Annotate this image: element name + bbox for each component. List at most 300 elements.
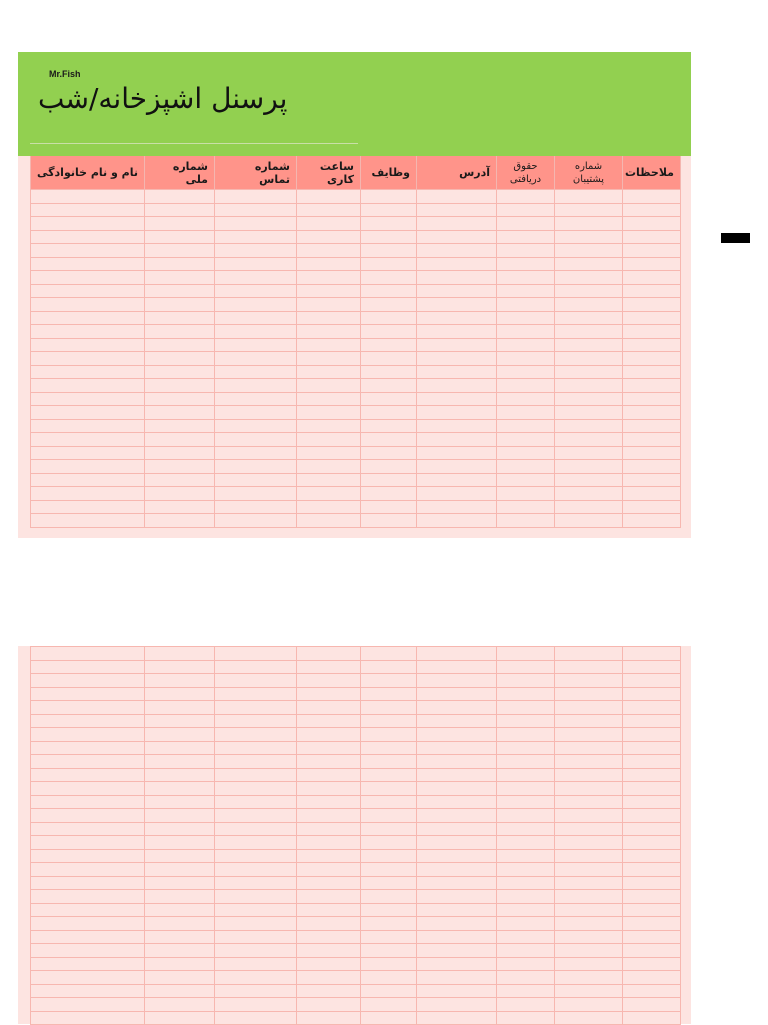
table-cell[interactable] (623, 514, 681, 528)
column-header-duties[interactable]: وظایف (361, 156, 417, 190)
table-cell[interactable] (31, 473, 145, 487)
column-header-contact-number[interactable]: شماره تماس (215, 156, 297, 190)
table-cell[interactable] (145, 917, 215, 931)
table-cell[interactable] (215, 917, 297, 931)
table-cell[interactable] (31, 406, 145, 420)
table-cell[interactable] (145, 392, 215, 406)
table-cell[interactable] (31, 257, 145, 271)
table-cell[interactable] (623, 782, 681, 796)
table-cell[interactable] (361, 795, 417, 809)
table-cell[interactable] (31, 755, 145, 769)
table-cell[interactable] (215, 460, 297, 474)
table-cell[interactable] (555, 419, 623, 433)
table-cell[interactable] (31, 311, 145, 325)
table-cell[interactable] (31, 352, 145, 366)
column-header-backup-number[interactable]: شماره پشتیبان (555, 156, 623, 190)
table-cell[interactable] (297, 971, 361, 985)
table-cell[interactable] (31, 284, 145, 298)
table-cell[interactable] (623, 419, 681, 433)
table-cell[interactable] (555, 836, 623, 850)
table-cell[interactable] (145, 984, 215, 998)
table-cell[interactable] (497, 271, 555, 285)
table-cell[interactable] (361, 379, 417, 393)
table-cell[interactable] (215, 836, 297, 850)
table-cell[interactable] (497, 984, 555, 998)
table-cell[interactable] (417, 674, 497, 688)
table-cell[interactable] (215, 311, 297, 325)
table-cell[interactable] (417, 660, 497, 674)
table-cell[interactable] (497, 957, 555, 971)
table-cell[interactable] (145, 365, 215, 379)
table-cell[interactable] (623, 971, 681, 985)
table-cell[interactable] (297, 647, 361, 661)
table-cell[interactable] (555, 190, 623, 204)
table-cell[interactable] (215, 647, 297, 661)
table-cell[interactable] (497, 230, 555, 244)
table-cell[interactable] (215, 849, 297, 863)
table-cell[interactable] (31, 392, 145, 406)
table-cell[interactable] (555, 984, 623, 998)
table-cell[interactable] (31, 687, 145, 701)
table-cell[interactable] (361, 876, 417, 890)
table-cell[interactable] (31, 190, 145, 204)
table-cell[interactable] (361, 325, 417, 339)
table-cell[interactable] (623, 660, 681, 674)
table-cell[interactable] (361, 230, 417, 244)
table-cell[interactable] (555, 325, 623, 339)
table-cell[interactable] (555, 392, 623, 406)
table-cell[interactable] (417, 890, 497, 904)
table-cell[interactable] (361, 365, 417, 379)
table-cell[interactable] (361, 203, 417, 217)
table-cell[interactable] (31, 365, 145, 379)
table-cell[interactable] (31, 433, 145, 447)
table-cell[interactable] (417, 782, 497, 796)
table-cell[interactable] (623, 311, 681, 325)
table-cell[interactable] (361, 755, 417, 769)
table-cell[interactable] (555, 701, 623, 715)
table-cell[interactable] (215, 392, 297, 406)
table-cell[interactable] (555, 352, 623, 366)
table-cell[interactable] (145, 433, 215, 447)
table-cell[interactable] (497, 446, 555, 460)
table-cell[interactable] (145, 325, 215, 339)
table-cell[interactable] (215, 406, 297, 420)
table-cell[interactable] (297, 419, 361, 433)
table-cell[interactable] (361, 460, 417, 474)
table-cell[interactable] (497, 406, 555, 420)
table-cell[interactable] (555, 433, 623, 447)
table-cell[interactable] (497, 473, 555, 487)
table-cell[interactable] (145, 244, 215, 258)
table-cell[interactable] (497, 487, 555, 501)
table-cell[interactable] (361, 836, 417, 850)
table-cell[interactable] (145, 687, 215, 701)
table-cell[interactable] (555, 446, 623, 460)
table-cell[interactable] (497, 836, 555, 850)
table-cell[interactable] (31, 325, 145, 339)
table-cell[interactable] (31, 338, 145, 352)
table-cell[interactable] (145, 379, 215, 393)
table-cell[interactable] (623, 647, 681, 661)
table-cell[interactable] (297, 714, 361, 728)
table-cell[interactable] (361, 487, 417, 501)
table-cell[interactable] (361, 298, 417, 312)
table-cell[interactable] (417, 271, 497, 285)
table-cell[interactable] (297, 957, 361, 971)
table-cell[interactable] (215, 755, 297, 769)
table-cell[interactable] (361, 311, 417, 325)
table-cell[interactable] (31, 876, 145, 890)
table-cell[interactable] (555, 460, 623, 474)
table-cell[interactable] (297, 984, 361, 998)
table-cell[interactable] (555, 903, 623, 917)
table-cell[interactable] (361, 957, 417, 971)
table-cell[interactable] (417, 338, 497, 352)
table-cell[interactable] (215, 1011, 297, 1025)
table-cell[interactable] (215, 257, 297, 271)
table-cell[interactable] (31, 674, 145, 688)
table-cell[interactable] (555, 338, 623, 352)
table-cell[interactable] (497, 514, 555, 528)
table-cell[interactable] (417, 971, 497, 985)
table-cell[interactable] (623, 230, 681, 244)
table-cell[interactable] (297, 406, 361, 420)
table-cell[interactable] (623, 325, 681, 339)
table-cell[interactable] (145, 768, 215, 782)
table-cell[interactable] (215, 944, 297, 958)
table-cell[interactable] (31, 822, 145, 836)
table-cell[interactable] (497, 903, 555, 917)
table-cell[interactable] (297, 768, 361, 782)
table-cell[interactable] (497, 809, 555, 823)
table-cell[interactable] (145, 419, 215, 433)
table-cell[interactable] (215, 271, 297, 285)
table-cell[interactable] (497, 284, 555, 298)
table-cell[interactable] (623, 822, 681, 836)
table-cell[interactable] (145, 849, 215, 863)
table-cell[interactable] (555, 930, 623, 944)
table-cell[interactable] (623, 768, 681, 782)
table-cell[interactable] (623, 714, 681, 728)
table-cell[interactable] (417, 809, 497, 823)
table-cell[interactable] (497, 365, 555, 379)
table-cell[interactable] (555, 687, 623, 701)
table-cell[interactable] (145, 257, 215, 271)
table-cell[interactable] (297, 379, 361, 393)
table-cell[interactable] (215, 782, 297, 796)
table-cell[interactable] (555, 714, 623, 728)
table-cell[interactable] (215, 674, 297, 688)
column-header-address[interactable]: آدرس (417, 156, 497, 190)
table-cell[interactable] (623, 500, 681, 514)
table-cell[interactable] (297, 903, 361, 917)
table-cell[interactable] (145, 352, 215, 366)
table-cell[interactable] (497, 755, 555, 769)
table-cell[interactable] (297, 944, 361, 958)
table-cell[interactable] (31, 487, 145, 501)
table-cell[interactable] (555, 728, 623, 742)
table-cell[interactable] (215, 998, 297, 1012)
table-cell[interactable] (31, 809, 145, 823)
table-cell[interactable] (297, 217, 361, 231)
table-cell[interactable] (497, 647, 555, 661)
table-cell[interactable] (297, 728, 361, 742)
table-cell[interactable] (297, 863, 361, 877)
table-cell[interactable] (555, 755, 623, 769)
table-cell[interactable] (623, 863, 681, 877)
table-cell[interactable] (361, 890, 417, 904)
table-cell[interactable] (497, 917, 555, 931)
table-cell[interactable] (145, 755, 215, 769)
table-cell[interactable] (361, 352, 417, 366)
table-cell[interactable] (361, 433, 417, 447)
table-cell[interactable] (417, 257, 497, 271)
table-cell[interactable] (497, 338, 555, 352)
table-cell[interactable] (145, 487, 215, 501)
table-cell[interactable] (555, 379, 623, 393)
table-cell[interactable] (215, 876, 297, 890)
table-cell[interactable] (145, 903, 215, 917)
table-cell[interactable] (555, 849, 623, 863)
table-cell[interactable] (497, 849, 555, 863)
table-cell[interactable] (31, 230, 145, 244)
table-cell[interactable] (417, 863, 497, 877)
table-cell[interactable] (555, 365, 623, 379)
table-cell[interactable] (555, 741, 623, 755)
table-cell[interactable] (417, 460, 497, 474)
table-cell[interactable] (145, 473, 215, 487)
table-cell[interactable] (623, 284, 681, 298)
table-cell[interactable] (555, 660, 623, 674)
table-cell[interactable] (361, 768, 417, 782)
table-cell[interactable] (215, 338, 297, 352)
table-cell[interactable] (215, 217, 297, 231)
table-cell[interactable] (297, 433, 361, 447)
table-cell[interactable] (31, 903, 145, 917)
table-cell[interactable] (555, 809, 623, 823)
table-cell[interactable] (145, 660, 215, 674)
table-cell[interactable] (361, 419, 417, 433)
table-cell[interactable] (555, 487, 623, 501)
table-cell[interactable] (497, 203, 555, 217)
table-cell[interactable] (145, 714, 215, 728)
column-header-notes[interactable]: ملاحظات (623, 156, 681, 190)
table-cell[interactable] (623, 379, 681, 393)
table-cell[interactable] (215, 379, 297, 393)
table-cell[interactable] (623, 217, 681, 231)
table-cell[interactable] (31, 244, 145, 258)
table-cell[interactable] (417, 406, 497, 420)
table-cell[interactable] (297, 930, 361, 944)
table-cell[interactable] (297, 203, 361, 217)
table-cell[interactable] (215, 446, 297, 460)
table-cell[interactable] (555, 1011, 623, 1025)
table-cell[interactable] (145, 890, 215, 904)
table-cell[interactable] (31, 930, 145, 944)
table-cell[interactable] (555, 876, 623, 890)
table-cell[interactable] (497, 298, 555, 312)
table-cell[interactable] (31, 647, 145, 661)
table-cell[interactable] (361, 849, 417, 863)
table-cell[interactable] (297, 849, 361, 863)
table-cell[interactable] (297, 782, 361, 796)
table-cell[interactable] (555, 298, 623, 312)
table-cell[interactable] (297, 284, 361, 298)
table-cell[interactable] (497, 217, 555, 231)
table-cell[interactable] (297, 473, 361, 487)
table-cell[interactable] (145, 647, 215, 661)
table-cell[interactable] (361, 984, 417, 998)
table-cell[interactable] (145, 930, 215, 944)
table-cell[interactable] (215, 487, 297, 501)
table-cell[interactable] (361, 998, 417, 1012)
table-cell[interactable] (297, 446, 361, 460)
table-cell[interactable] (623, 473, 681, 487)
table-cell[interactable] (145, 998, 215, 1012)
table-cell[interactable] (555, 230, 623, 244)
table-cell[interactable] (361, 446, 417, 460)
table-cell[interactable] (145, 311, 215, 325)
table-cell[interactable] (145, 876, 215, 890)
table-cell[interactable] (297, 298, 361, 312)
table-cell[interactable] (623, 392, 681, 406)
table-cell[interactable] (623, 930, 681, 944)
table-cell[interactable] (555, 674, 623, 688)
table-cell[interactable] (215, 203, 297, 217)
table-cell[interactable] (297, 917, 361, 931)
table-cell[interactable] (145, 298, 215, 312)
table-cell[interactable] (497, 311, 555, 325)
table-cell[interactable] (361, 647, 417, 661)
table-cell[interactable] (497, 1011, 555, 1025)
table-cell[interactable] (417, 392, 497, 406)
table-cell[interactable] (417, 714, 497, 728)
table-cell[interactable] (623, 203, 681, 217)
table-cell[interactable] (623, 809, 681, 823)
table-cell[interactable] (623, 728, 681, 742)
table-cell[interactable] (215, 728, 297, 742)
table-cell[interactable] (31, 957, 145, 971)
table-cell[interactable] (297, 674, 361, 688)
table-cell[interactable] (497, 714, 555, 728)
table-cell[interactable] (497, 890, 555, 904)
table-cell[interactable] (31, 701, 145, 715)
table-cell[interactable] (497, 257, 555, 271)
table-cell[interactable] (297, 998, 361, 1012)
table-cell[interactable] (31, 795, 145, 809)
table-cell[interactable] (215, 714, 297, 728)
table-cell[interactable] (297, 755, 361, 769)
table-cell[interactable] (623, 917, 681, 931)
table-cell[interactable] (623, 957, 681, 971)
table-cell[interactable] (497, 244, 555, 258)
table-cell[interactable] (297, 660, 361, 674)
table-cell[interactable] (497, 500, 555, 514)
table-cell[interactable] (555, 271, 623, 285)
table-cell[interactable] (215, 244, 297, 258)
table-cell[interactable] (497, 795, 555, 809)
table-cell[interactable] (215, 930, 297, 944)
table-cell[interactable] (623, 271, 681, 285)
table-cell[interactable] (555, 890, 623, 904)
table-cell[interactable] (555, 863, 623, 877)
table-cell[interactable] (417, 741, 497, 755)
table-cell[interactable] (417, 500, 497, 514)
table-cell[interactable] (31, 863, 145, 877)
table-cell[interactable] (145, 782, 215, 796)
table-cell[interactable] (297, 244, 361, 258)
table-cell[interactable] (623, 487, 681, 501)
table-cell[interactable] (31, 714, 145, 728)
table-cell[interactable] (215, 903, 297, 917)
table-cell[interactable] (623, 984, 681, 998)
table-cell[interactable] (417, 768, 497, 782)
table-cell[interactable] (417, 203, 497, 217)
table-cell[interactable] (215, 795, 297, 809)
table-cell[interactable] (417, 849, 497, 863)
table-cell[interactable] (497, 971, 555, 985)
table-cell[interactable] (623, 795, 681, 809)
table-cell[interactable] (31, 446, 145, 460)
table-cell[interactable] (417, 433, 497, 447)
column-header-full-name[interactable]: نام و نام خانوادگی (31, 156, 145, 190)
table-cell[interactable] (623, 338, 681, 352)
table-cell[interactable] (623, 890, 681, 904)
table-cell[interactable] (145, 217, 215, 231)
table-cell[interactable] (361, 1011, 417, 1025)
table-cell[interactable] (417, 325, 497, 339)
table-cell[interactable] (297, 890, 361, 904)
table-cell[interactable] (417, 514, 497, 528)
table-cell[interactable] (31, 728, 145, 742)
table-cell[interactable] (497, 379, 555, 393)
table-cell[interactable] (145, 795, 215, 809)
table-cell[interactable] (297, 795, 361, 809)
table-cell[interactable] (417, 917, 497, 931)
table-cell[interactable] (31, 500, 145, 514)
table-cell[interactable] (31, 298, 145, 312)
table-cell[interactable] (497, 768, 555, 782)
table-cell[interactable] (623, 836, 681, 850)
table-cell[interactable] (623, 876, 681, 890)
table-cell[interactable] (297, 514, 361, 528)
table-cell[interactable] (215, 890, 297, 904)
table-cell[interactable] (623, 365, 681, 379)
table-cell[interactable] (555, 257, 623, 271)
table-cell[interactable] (145, 971, 215, 985)
table-cell[interactable] (417, 379, 497, 393)
table-cell[interactable] (555, 768, 623, 782)
table-cell[interactable] (145, 190, 215, 204)
table-cell[interactable] (417, 876, 497, 890)
table-cell[interactable] (417, 284, 497, 298)
table-cell[interactable] (31, 917, 145, 931)
column-header-working-hours[interactable]: ساعت کاری (297, 156, 361, 190)
table-cell[interactable] (297, 257, 361, 271)
table-cell[interactable] (145, 809, 215, 823)
table-cell[interactable] (215, 284, 297, 298)
table-cell[interactable] (623, 406, 681, 420)
table-cell[interactable] (417, 217, 497, 231)
table-cell[interactable] (417, 755, 497, 769)
table-cell[interactable] (297, 338, 361, 352)
table-cell[interactable] (215, 473, 297, 487)
table-cell[interactable] (497, 822, 555, 836)
table-cell[interactable] (623, 433, 681, 447)
table-cell[interactable] (497, 674, 555, 688)
table-cell[interactable] (417, 687, 497, 701)
